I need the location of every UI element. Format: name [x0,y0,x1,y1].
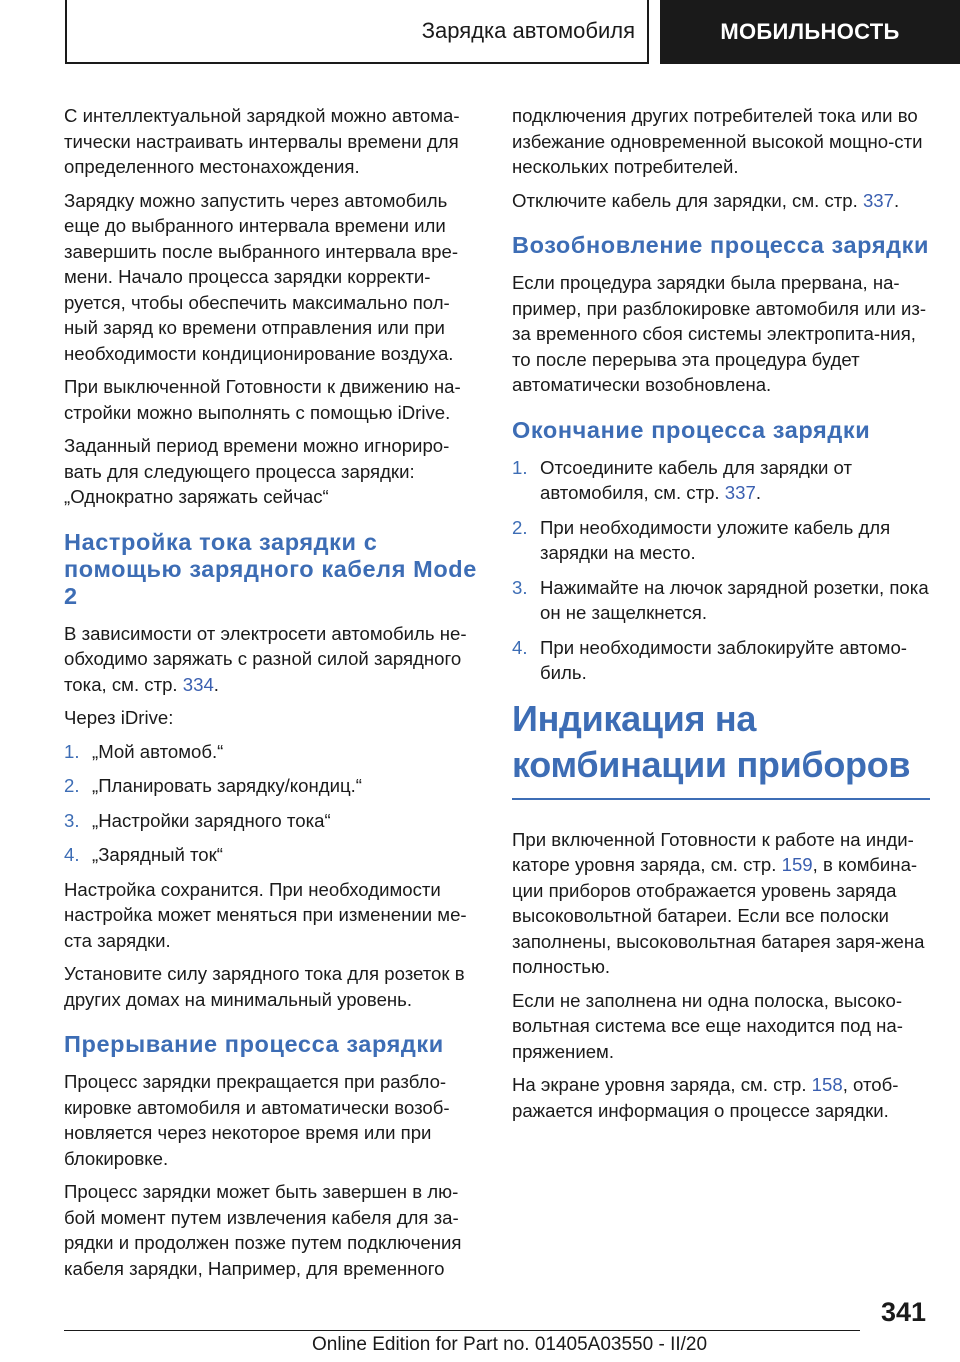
header-chapter-title: МОБИЛЬНОСТЬ [720,19,900,44]
step-number: 3. [64,809,80,831]
section-heading-end-charging: Окончание процесса зарядки [512,416,871,443]
paragraph-text: , отоб-ражается информация о процессе зарядки. [512,1074,899,1121]
step-text: „Настройки зарядного тока“ [92,809,331,831]
list-item [64,739,482,765]
end-charging-steps-list [512,455,930,686]
paragraph-text: . [213,673,219,695]
paragraph: Установите силу зарядного тока для розеток в других домах на минимальный уровень. [64,963,465,1010]
paragraph-text: , в комбина-ции приборов отображается уровень заряда высоковольтной батареи. Если все полоски заполнены, высоковольтная батарея заря-жена полностью. [512,854,925,977]
header-section-tab [65,0,649,64]
paragraph: Через iDrive: [64,707,174,728]
step-text: Отсоедините кабель для зарядки от автомобиля, см. стр. [540,456,852,503]
paragraph: С интеллектуальной зарядкой можно автома-тически настраивать интервалы времени для определенного местонахождения. [64,105,460,177]
list-item [64,808,482,834]
section-heading-interrupt: Прерывание процесса зарядки [64,1031,444,1057]
section-heading-charging-current: Настройка тока зарядки с помощью зарядного кабеля Mode 2 [64,528,477,609]
footer-edition: Online Edition for Part no. 01405A03550 - II/20 [312,1334,708,1355]
paragraph [512,1072,930,1123]
paragraph [512,188,930,214]
paragraph [64,621,482,698]
page-link-158[interactable]: 158 [811,1074,843,1095]
list-item [512,515,930,566]
paragraph-text: . [893,189,900,211]
list-item [512,635,930,686]
step-number: 3. [512,576,528,598]
page-link-337[interactable]: 337 [862,189,894,211]
main-heading-instrument-cluster: Индикация на комбинации приборов [512,696,930,800]
step-text: . [755,482,761,503]
step-number: 4. [64,844,80,865]
paragraph: Если процедура зарядки была прервана, на-пример, при разблокировке автомобиля или из-за временного сбоя системы электропита-ния, то после перерыва эта процедура будет автоматически возобновлена. [512,272,927,395]
page-number: 341 [880,1297,926,1327]
header-chapter-tab [660,0,960,64]
list-item [512,575,930,626]
step-number: 4. [512,636,528,658]
step-text: При необходимости заблокируйте автомо-биль. [540,636,907,683]
paragraph: Зарядку можно запустить через автомобиль еще до выбранного интервала времени или завершить после выбранного интервала вре-мени. Начало процесса зарядки корректи-руется, чтобы обеспечить максимально пол-ный заряд ко времени отправления или при необходимости кондиционирование воздуха. [64,189,459,364]
paragraph-text: Отключите кабель для зарядки, см. стр. [512,189,863,211]
paragraph-text: При включенной Готовности к работе на инди-каторе уровня заряда, см. стр. [512,828,914,875]
paragraph-text: На экране уровня заряда, см. стр. [512,1074,812,1095]
step-number: 2. [64,775,80,796]
page-link-337[interactable]: 337 [724,482,756,503]
list-item [64,773,482,799]
step-text: „Мой автомоб.“ [92,740,224,762]
paragraph: При выключенной Готовности к движению на-стройки можно выполнять с помощью iDrive. [64,376,461,423]
list-item [64,842,482,868]
step-text: „Планировать зарядку/кондиц.“ [92,775,362,796]
step-text: „Зарядный ток“ [92,844,223,865]
right-column [512,103,930,1131]
step-number: 1. [512,456,528,478]
paragraph: Если не заполнена ни одна полоска, высоко-вольтная система все еще находится под на-пряжением. [512,989,903,1062]
paragraph: Заданный период времени можно игнориро-вать для следующего процесса зарядки: „Однократно заряжать сейчас“ [64,435,450,507]
idrive-steps-list [64,739,482,868]
left-column [64,103,482,1289]
paragraph-text: В зависимости от электросети автомобиль не-обходимо заряжать с разной силой зарядного тока, см. стр. [64,622,467,695]
footer-divider [64,1330,860,1331]
step-number: 1. [64,740,80,762]
paragraph: подключения других потребителей тока или во избежание одновременной высокой мощно-сти нескольких потребителей. [512,105,923,177]
step-number: 2. [512,516,528,538]
section-heading-resume: Возобновление процесса зарядки [512,232,930,258]
header-section-title: Зарядка автомобиля [421,18,635,43]
step-text: При необходимости уложите кабель для зарядки на место. [540,516,891,563]
page-link-159[interactable]: 159 [781,854,813,875]
paragraph: Процесс зарядки может быть завершен в лю-бой момент путем извлечения кабеля для за-рядки и продолжен позже путем подключения кабеля зарядки, Например, для временного [64,1181,462,1279]
page-link-334[interactable]: 334 [182,673,214,695]
paragraph: Процесс зарядки прекращается при разбло-кировке автомобиля и автоматически возоб-новляется через некоторое время или при блокировке. [64,1071,450,1169]
list-item [512,455,930,506]
paragraph [512,827,930,980]
step-text: Нажимайте на лючок зарядной розетки, пока он не защелкнется. [540,576,929,623]
paragraph: Настройка сохранится. При необходимости настройка может меняться при изменении ме-ста зарядки. [64,878,467,951]
